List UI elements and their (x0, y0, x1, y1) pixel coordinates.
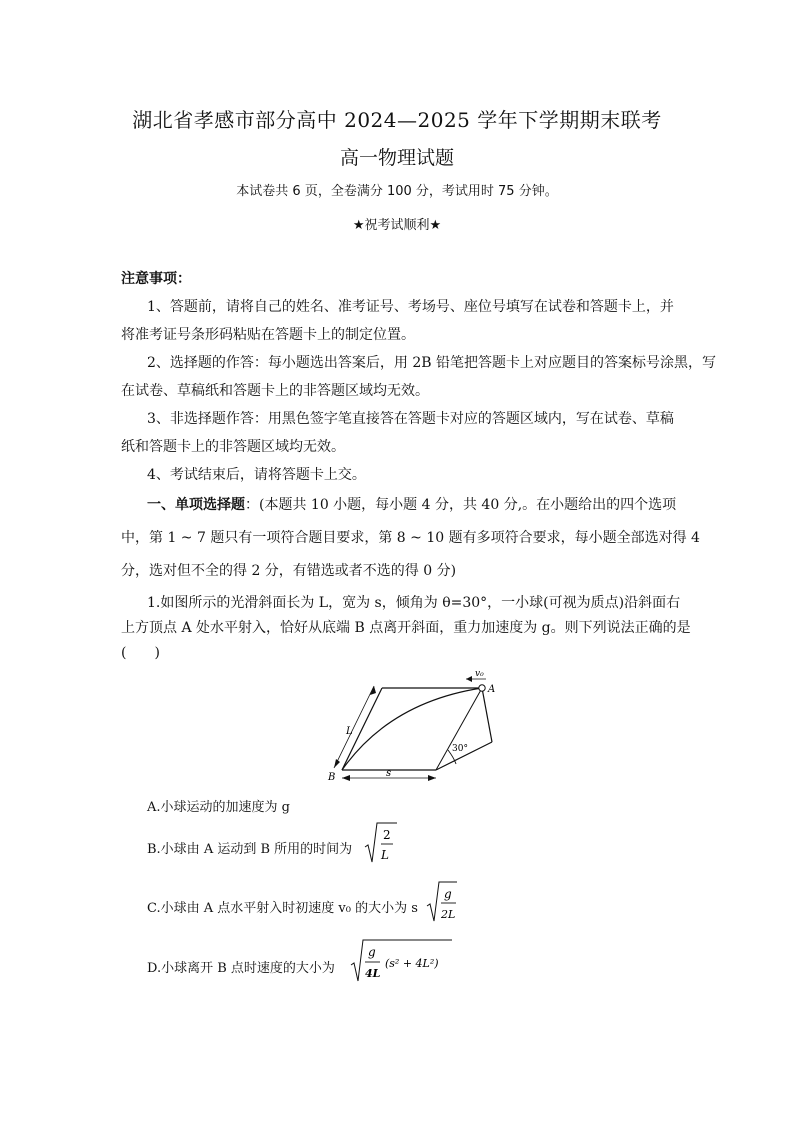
svg-text:g: g (368, 945, 376, 959)
note-line: 1、答题前，请将自己的姓名、准考证号、考场号、座位号填写在试卷和答题卡上，并 (147, 299, 674, 315)
notes-heading: 注意事项： (121, 271, 191, 287)
option-d-formula (350, 937, 454, 985)
section-line: 中，第 1 ~ 7 题只有一项符合题目要求，第 8 ~ 10 题有多项符合要求，每小题全部选对得 4 (121, 530, 700, 546)
note-line: 将准考证号条形码粘贴在答题卡上的制定位置。 (121, 327, 415, 343)
label-s: s (386, 768, 392, 779)
section-heading-line (147, 494, 676, 514)
label-v0: v₀ (475, 669, 484, 679)
option-d: D.小球离开 B 点时速度的大小为 (147, 961, 335, 976)
svg-text:2L: 2L (441, 908, 456, 921)
exam-title: 湖北省孝感市部分高中 2024—2025 学年下学期期末联考 (132, 108, 662, 132)
section-line: 分，选对但不全的得 2 分，有错选或者不选的得 0 分) (121, 563, 457, 579)
label-A: A (488, 684, 496, 695)
note-line: 4、考试结束后，请将答题卡上交。 (147, 467, 366, 483)
option-b: B.小球由 A 运动到 B 所用的时间为 (147, 842, 353, 857)
label-angle: 30° (452, 744, 468, 754)
question-1-line: 上方顶点 A 处水平射入，恰好从底端 B 点离开斜面，重力加速度为 g。则下列说法正确的是 (121, 620, 691, 636)
section-heading: 一、单项选择题 (147, 497, 245, 513)
question-1-line: 1.如图所示的光滑斜面长为 L，宽为 s，倾角为 θ=30°，一小球(可视为质点)沿斜面右 (147, 595, 681, 611)
good-luck-line: ★祝考试顺利★ (352, 218, 442, 233)
svg-text:g: g (444, 887, 452, 901)
label-B: B (328, 772, 336, 783)
svg-text:4L: 4L (365, 967, 381, 980)
svg-text:(s² + 4L²): (s² + 4L²) (385, 957, 439, 970)
svg-text:2: 2 (383, 828, 391, 842)
note-line: 纸和答题卡上的非答题区域均无效。 (121, 439, 345, 455)
incline-figure (320, 662, 510, 786)
option-c: C.小球由 A 点水平射入时初速度 v₀ 的大小为 s (147, 901, 418, 916)
note-line: 3、非选择题作答：用黑色签字笔直接答在答题卡对应的答题区域内，写在试卷、草稿 (147, 411, 674, 427)
label-L: L (346, 726, 353, 737)
svg-text:L: L (381, 848, 389, 862)
section-heading-rest: ：(本题共 10 小题，每小题 4 分，共 40 分,。在小题给出的四个选项 (245, 497, 677, 513)
question-1-line: ( ) (121, 645, 160, 661)
option-a: A.小球运动的加速度为 g (147, 800, 290, 815)
option-b-formula (364, 820, 398, 866)
option-c-formula (426, 879, 458, 925)
note-line: 2、选择题的作答：每小题选出答案后，用 2B 铅笔把答题卡上对应题目的答案标号涂黑，写 (147, 355, 717, 371)
exam-info: 本试卷共 6 页，全卷满分 100 分，考试用时 75 分钟。 (236, 184, 558, 199)
note-line: 在试卷、草稿纸和答题卡上的非答题区域均无效。 (121, 383, 429, 399)
exam-subtitle: 高一物理试题 (339, 147, 454, 169)
